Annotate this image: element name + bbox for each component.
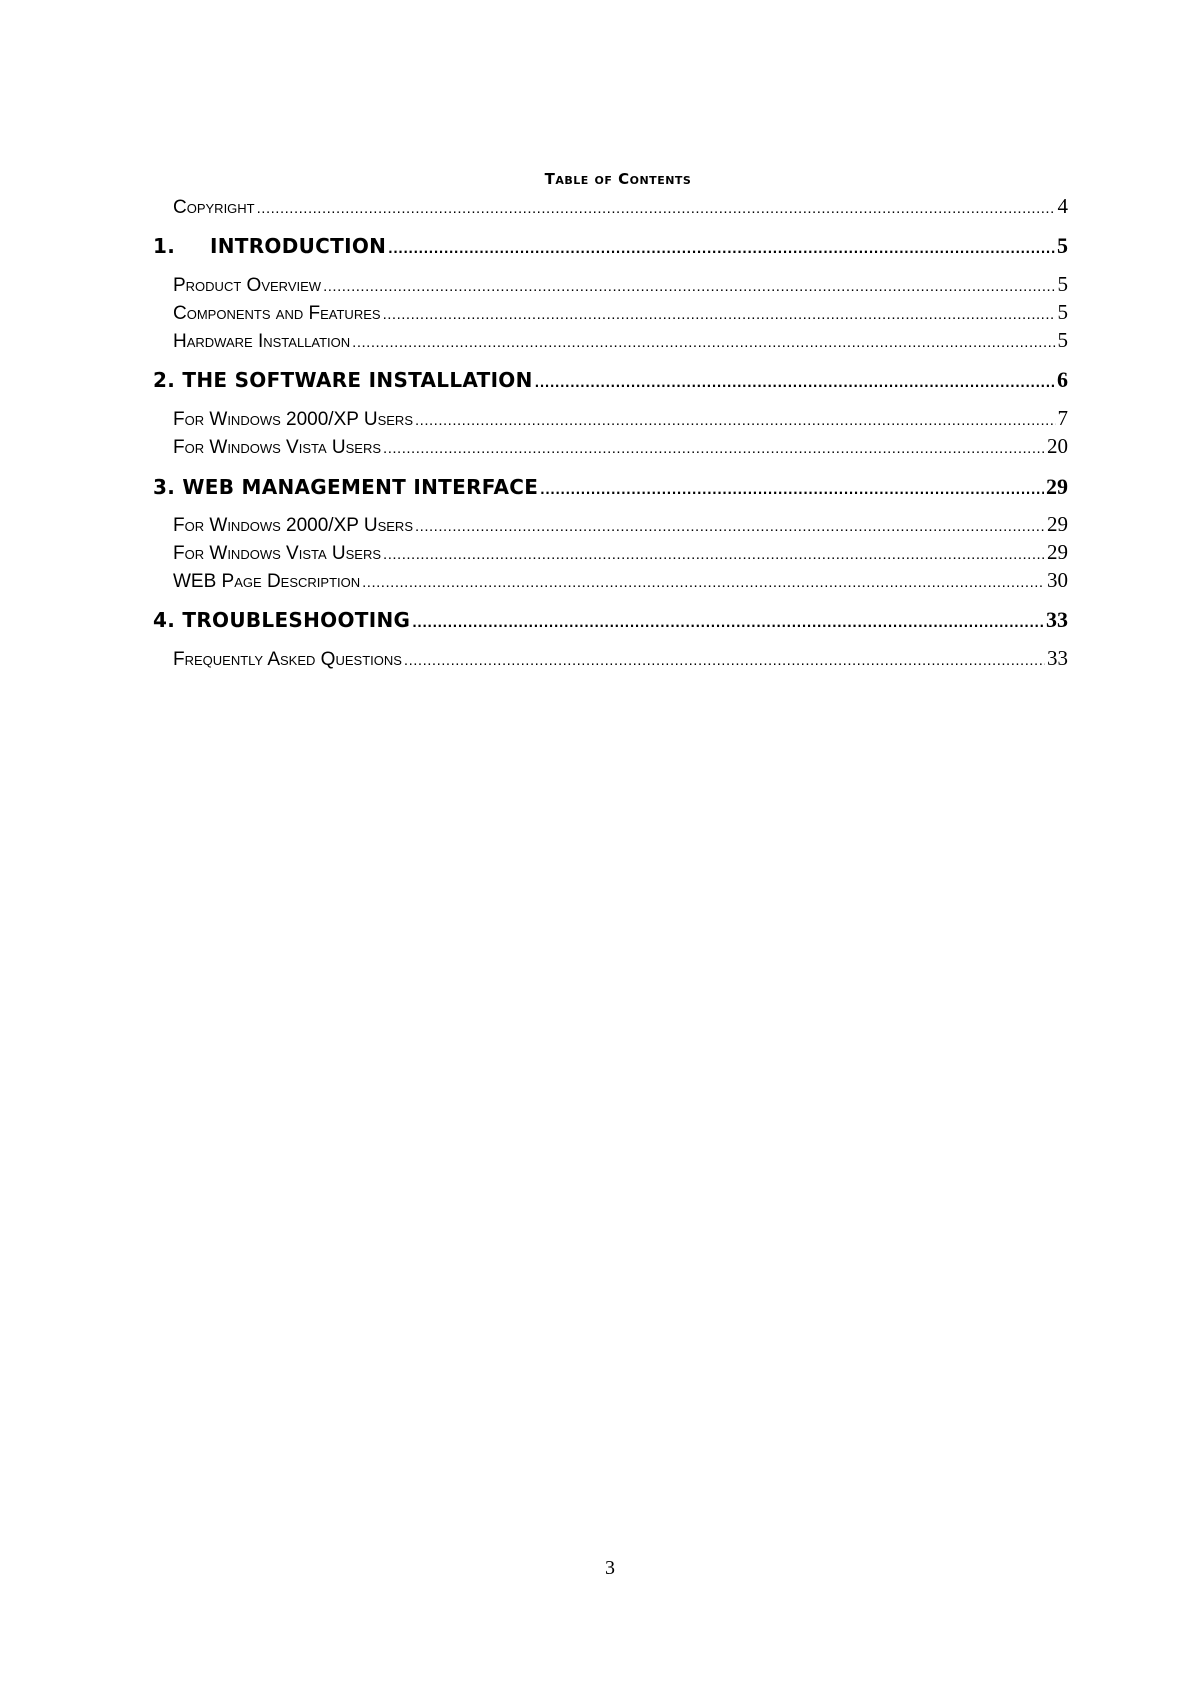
toc-entry-number: 1. — [153, 234, 176, 258]
toc-entry-label: 3. WEB MANAGEMENT INTERFACE — [153, 475, 539, 499]
toc-entry[interactable] — [153, 406, 1068, 431]
dot-leader — [535, 376, 1055, 390]
page-number: 3 — [605, 1557, 615, 1579]
toc-entry[interactable] — [153, 540, 1068, 565]
toc-entry-label: Product Overview — [173, 275, 322, 296]
toc-entry-label: 2. THE SOFTWARE INSTALLATION — [153, 368, 533, 392]
dot-leader — [383, 306, 1056, 323]
toc-entry-label: Copyright — [173, 197, 255, 218]
toc-title: Table of Contents — [544, 170, 692, 188]
toc-entry[interactable] — [153, 272, 1068, 297]
toc-entry[interactable] — [153, 607, 1068, 633]
dot-leader — [257, 200, 1056, 217]
toc-entry-label: For Windows Vista Users — [173, 543, 382, 564]
toc-entry-page: 33 — [1047, 646, 1068, 670]
toc-entry-page: 4 — [1057, 194, 1068, 218]
toc-entry-label: For Windows Vista Users — [173, 437, 382, 458]
toc-entry-page: 5 — [1057, 328, 1068, 352]
toc-entry[interactable] — [153, 328, 1068, 353]
toc-entry-label — [153, 234, 386, 258]
toc-entry-label: 4. TROUBLESHOOTING — [153, 608, 411, 632]
dot-leader — [404, 652, 1045, 669]
dot-leader — [388, 242, 1055, 256]
toc-entry-label: Components and Features — [173, 303, 381, 324]
dot-leader — [415, 518, 1045, 535]
toc-entry-label: For Windows 2000/XP Users — [173, 515, 413, 536]
toc-entry-page: 30 — [1047, 568, 1068, 592]
toc-entry-page: 5 — [1057, 300, 1068, 324]
dot-leader — [415, 412, 1056, 429]
toc-entry-page: 7 — [1057, 406, 1068, 430]
toc-entry[interactable] — [153, 367, 1068, 393]
toc-entry[interactable] — [153, 512, 1068, 537]
toc-entry[interactable] — [153, 646, 1068, 671]
toc-entry[interactable] — [153, 233, 1068, 259]
toc-entry-page: 6 — [1057, 367, 1068, 392]
toc-entry[interactable] — [153, 300, 1068, 325]
toc-entry-title: INTRODUCTION — [210, 234, 387, 258]
dot-leader — [383, 546, 1045, 563]
toc-entry[interactable] — [153, 434, 1068, 459]
toc-entry-page: 29 — [1046, 474, 1068, 499]
toc-entry[interactable] — [153, 568, 1068, 593]
toc-entry[interactable] — [153, 474, 1068, 500]
toc-entry-page: 5 — [1057, 272, 1068, 296]
toc-entry-page: 20 — [1047, 434, 1068, 458]
toc-entry-label: Frequently Asked Questions — [173, 649, 402, 670]
toc-entry-page: 33 — [1046, 607, 1068, 632]
toc-entry-page: 5 — [1057, 233, 1068, 258]
dot-leader — [352, 334, 1055, 351]
toc-entry-page: 29 — [1047, 512, 1068, 536]
dot-leader — [383, 440, 1045, 457]
dot-leader — [323, 278, 1055, 295]
toc-entry[interactable] — [153, 194, 1068, 219]
toc-entry-label: WEB Page Description — [173, 571, 361, 592]
dot-leader — [412, 616, 1044, 630]
toc-entry-page: 29 — [1047, 540, 1068, 564]
toc-entry-label: Hardware Installation — [173, 331, 351, 352]
dot-leader — [362, 574, 1045, 591]
dot-leader — [540, 483, 1044, 497]
toc-entry-label: For Windows 2000/XP Users — [173, 409, 413, 430]
